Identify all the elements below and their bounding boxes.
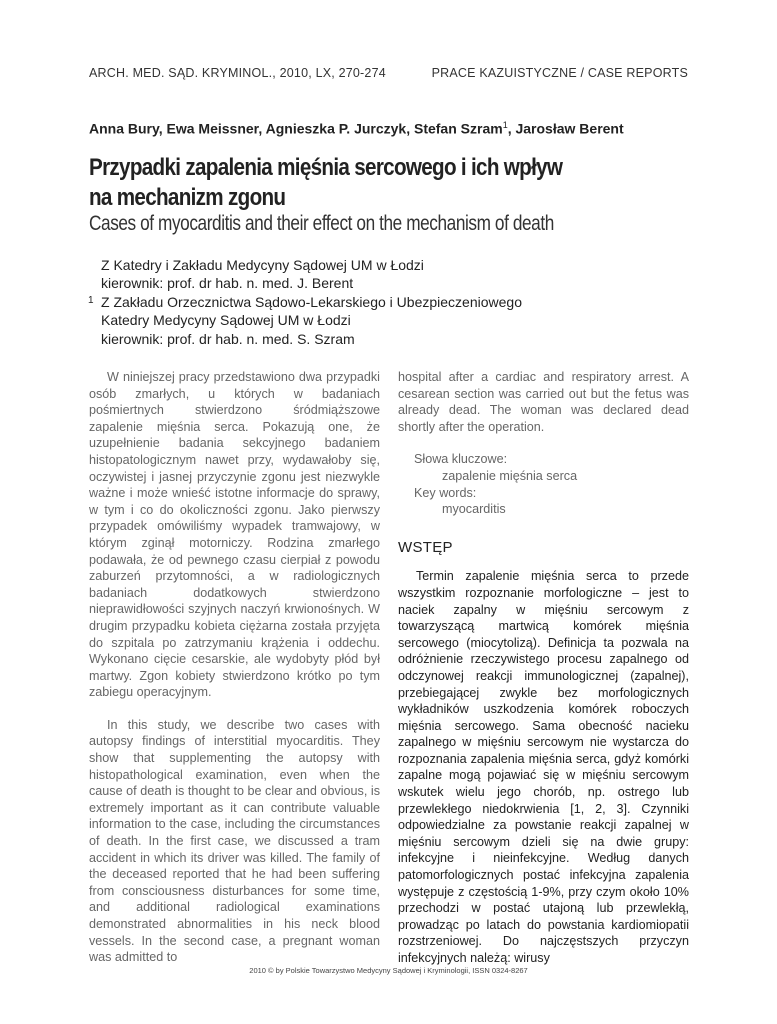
affiliation-line: kierownik: prof. dr hab. n. med. J. Berent — [101, 275, 354, 292]
abstract-english: In this study, we describe two cases with autopsy findings of interstitial myocarditis. They show that supplementing the autopsy with histopathological examination, even when the cause of death is thought to be clear and obvious, is extremely important as it can contribute valuable information to the case, including the circumstances of death. In the first case, we discussed a tram accident in which its driver was killed. The family of the deceased reported that he had been suffering from consciousness disturbances for some time, and additional radiological examinations demonstrated abnormalities in his neck blood vessels. In the second case, a pregnant woman was admitted to — [89, 717, 380, 965]
authors-text: Anna Bury, Ewa Meissner, Agnieszka P. Jurczyk, Stefan Szram — [89, 120, 503, 137]
keywords-block — [398, 451, 689, 517]
journal-citation: ARCH. MED. SĄD. KRYMINOL., 2010, LX, 270-274 — [89, 66, 386, 80]
keywords-en-term: myocarditis — [442, 502, 506, 517]
keywords-pl-term: zapalenie mięśnia serca — [442, 468, 578, 483]
abstract-polish: W niniejszej pracy przedstawiono dwa przypadki osób zmarłych, u których w badaniach pośmiertnych stwierdzono śródmiąższowe zapalenie mięśnia serca. Pokazują one, że uzupełnienie badania sekcyjnego badaniem histopatologicznym nawet przy, wydawałoby się, oczywistej i jasnej przyczynie zgonu jest niezwykle ważne i może wnieść istotne informacje do sprawy, w tym i co do okoliczności zgonu. Jako pierwszy przypadek omówiliśmy wypadek tramwajowy, w którym zginął motorniczy. Rodzina zmarłego podawała, że od pewnego czasu cierpiał z powodu zaburzeń przytomności, a w radiologicznych badaniach dodatkowych stwierdzono nieprawidłowości szyjnych naczyń krwionośnych. W drugim przypadku kobieta ciężarna została przyjęta do szpitala po zatrzymaniu krążenia i oddechu. Wykonano cięcie cesarskie, ale wydobyty płód był martwy. Zgon kobiety stwierdzono krótko po tym zabiegu operacyjnym. — [89, 370, 380, 700]
affiliation-line: Katedry Medycyny Sądowej UM w Łodzi — [101, 312, 351, 329]
article-title-polish — [89, 153, 691, 213]
keywords-pl-label: Słowa kluczowe: — [414, 452, 508, 467]
abstract-english-continued: hospital after a cardiac and respiratory arrest. A cesarean section was carried out but the fetus was already dead. The woman was declared dead shortly after the operation. — [398, 370, 689, 434]
left-column — [89, 369, 380, 966]
affiliation-line: Z Katedry i Zakładu Medycyny Sądowej UM w Łodzi — [101, 257, 424, 273]
affiliation-line-marked — [88, 293, 661, 311]
title-pl-line-1: Przypadki zapalenia mięśnia sercowego i ich wpływ — [89, 154, 563, 181]
keywords-en-label: Key words: — [414, 485, 477, 500]
affiliation-text: Z Zakładu Orzecznictwa Sądowo-Lekarskiego i Ubezpieczeniowego — [101, 293, 522, 310]
affiliation-mark: 1 — [88, 294, 94, 306]
authors-text-end: , Jarosław Berent — [507, 120, 624, 137]
intro-paragraph: Termin zapalenie mięśnia serca to przede wszystkim rozpoznanie morfologiczne – jest to naciek zapalny w mięśniu sercowym z towarzyszącą martwicą komórek mięśnia sercowego (miocytolizą). Definicja ta pozwala na odróżnienie rzeczywistego procesu zapalnego od odczynowej reakcji immunologicznej (zapalnej), przebiegającej zwykle bez morfologicznych wykładników uszkodzenia komórek roboczych mięśnia sercowego. Sama obecność nacieku zapalnego w mięśniu sercowym nie wystarcza do rozpoznania zapalenia mięśnia serca, gdyż komórki zapalne mogą pojawiać się w mięśniu sercowym wskutek wielu jego chorób, np. ostrego lub przewlekłego niedokrwienia [1, 2, 3]. Czynniki odpowiedzialne za powstanie reakcji zapalnej w mięśniu sercowym dzieli się na dwie grupy: infekcyjne i nieinfekcyjne. Według danych patomorfologicznych postać infekcyjna zapalenia występuje z częstością 1-9%, przy czym około 10% przechodzi w postać utajoną lub przewlekłą, prowadząc po latach do powstania kardiomiopatii rozstrzeniowej. Do najczęstszych przyczyn infekcyjnych należą: wirusy — [398, 569, 689, 965]
section-label: PRACE KAZUISTYCZNE / CASE REPORTS — [431, 66, 688, 80]
author-affiliation-mark: 1 — [502, 120, 508, 130]
section-heading: WSTĘP — [398, 538, 453, 556]
copyright-footer: 2010 © by Polskie Towarzystwo Medycyny Sądowej i Kryminologii, ISSN 0324-8267 — [249, 966, 528, 975]
author-list — [89, 120, 689, 137]
affiliation-line: kierownik: prof. dr hab. n. med. S. Szram — [101, 330, 355, 347]
title-pl-line-2: na mechanizm zgonu — [89, 184, 286, 211]
right-column — [398, 369, 689, 967]
article-title-english: Cases of myocarditis and their effect on the mechanism of death — [89, 212, 554, 235]
affiliations — [88, 256, 661, 348]
introduction-body — [398, 568, 689, 966]
